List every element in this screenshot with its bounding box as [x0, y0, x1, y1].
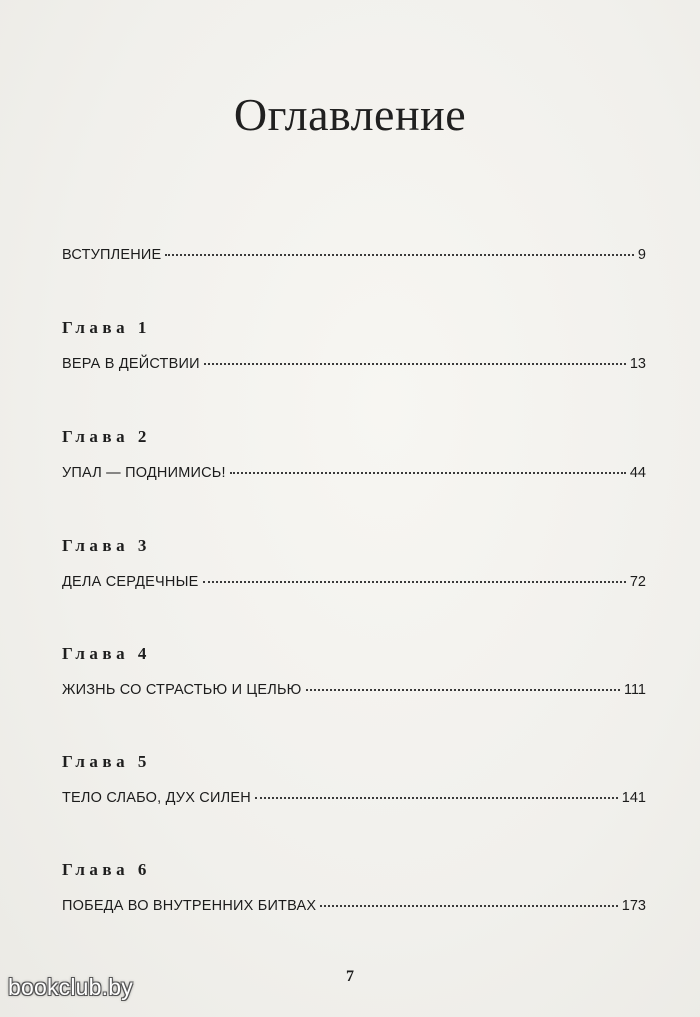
page-title: Оглавление — [233, 89, 467, 140]
toc-entry-chapter-3 — [62, 536, 646, 593]
toc-entry-title: ВЕРА В ДЕЙСТВИИ — [62, 356, 200, 372]
dot-leader — [230, 472, 626, 474]
toc-row — [62, 571, 646, 593]
toc-entry-page: 141 — [621, 790, 646, 806]
dot-leader — [306, 689, 620, 691]
dot-leader — [204, 363, 626, 365]
toc-row — [62, 462, 646, 484]
toc-entry-page: 44 — [629, 465, 646, 481]
toc-entry-chapter-6 — [62, 860, 646, 917]
toc-entry-page: 13 — [629, 356, 646, 372]
toc-row — [62, 679, 646, 701]
toc-entry-title: ТЕЛО СЛАБО, ДУХ СИЛЕН — [62, 790, 251, 806]
toc-entry-title: УПАЛ — ПОДНИМИСЬ! — [62, 465, 226, 481]
toc-entry-page: 173 — [621, 898, 646, 914]
chapter-label: Глава 2 — [62, 427, 151, 446]
toc-entry-page: 9 — [637, 247, 646, 263]
toc-entry-page: 72 — [629, 574, 646, 590]
toc-entry-page: 111 — [623, 682, 646, 698]
toc-entry-chapter-5 — [62, 752, 646, 809]
site-watermark: bookclub.by — [8, 974, 133, 1000]
toc-row — [62, 787, 646, 809]
toc-entry-chapter-1 — [62, 318, 646, 375]
dot-leader — [255, 797, 618, 799]
dot-leader — [320, 905, 618, 907]
chapter-label: Глава 5 — [62, 752, 151, 771]
dot-leader — [203, 581, 626, 583]
page-number: 7 — [346, 968, 354, 985]
toc-entry-title: ЖИЗНЬ СО СТРАСТЬЮ И ЦЕЛЬЮ — [62, 682, 302, 698]
chapter-label: Глава 3 — [62, 536, 151, 555]
toc-entry-title: ВСТУПЛЕНИЕ — [62, 247, 162, 263]
toc-row — [62, 895, 646, 917]
toc-entry-title: ДЕЛА СЕРДЕЧНЫЕ — [62, 574, 199, 590]
dot-leader — [165, 254, 634, 256]
toc-entry-chapter-4 — [62, 644, 646, 701]
toc-entry-intro — [62, 244, 646, 266]
toc-row — [62, 353, 646, 375]
toc-entry-chapter-2 — [62, 427, 646, 484]
chapter-label: Глава 4 — [62, 644, 151, 663]
chapter-label: Глава 6 — [62, 860, 151, 879]
toc-row — [62, 244, 646, 266]
chapter-label: Глава 1 — [62, 318, 151, 337]
toc-entry-title: ПОБЕДА ВО ВНУТРЕННИХ БИТВАХ — [62, 898, 317, 914]
